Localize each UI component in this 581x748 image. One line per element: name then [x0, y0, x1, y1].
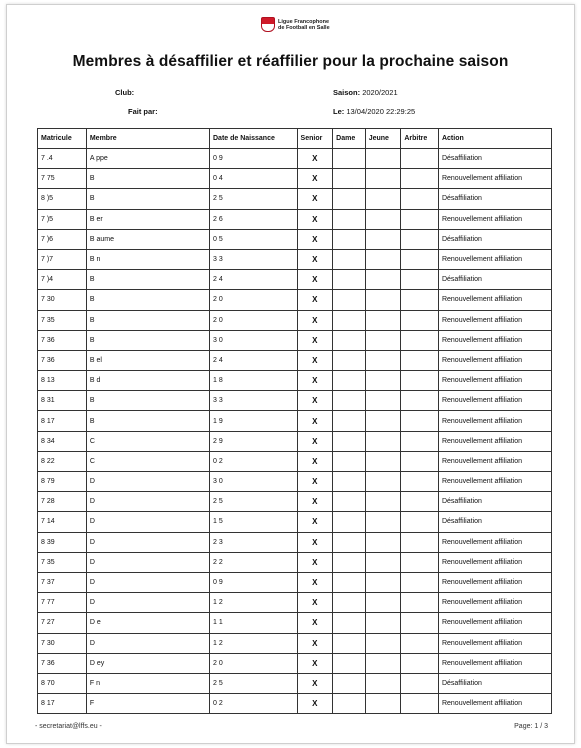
dame-cell [333, 613, 366, 633]
naissance-cell: 1 2 [210, 593, 298, 613]
dame-cell [333, 249, 366, 269]
table-row [38, 451, 552, 471]
naissance-cell: 2 0 [210, 653, 298, 673]
senior-cell: X [297, 532, 333, 552]
arbitre-cell [401, 694, 439, 714]
membre-cell: D [86, 512, 209, 532]
logo-line-2: de Football en Salle [278, 24, 330, 31]
matricule-cell: 7 30 [38, 290, 87, 310]
matricule-cell: 7 35 [38, 310, 87, 330]
dame-cell [333, 572, 366, 592]
arbitre-cell [401, 290, 439, 310]
action-cell: Renouvellement affiliation [438, 209, 551, 229]
matricule-cell: 8 34 [38, 431, 87, 451]
table-row [38, 310, 552, 330]
action-cell: Désaffiliation [438, 149, 551, 169]
action-cell: Désaffiliation [438, 229, 551, 249]
senior-cell: X [297, 552, 333, 572]
action-cell: Renouvellement affiliation [438, 431, 551, 451]
date-value: 13/04/2020 22:29:25 [346, 107, 416, 116]
arbitre-cell [401, 653, 439, 673]
col-header-senior: Senior [297, 129, 333, 149]
dame-cell [333, 290, 366, 310]
dame-cell [333, 451, 366, 471]
saison-field [333, 88, 398, 97]
matricule-cell: 7 )4 [38, 270, 87, 290]
jeune-cell [365, 532, 401, 552]
senior-cell: X [297, 633, 333, 653]
table-row [38, 512, 552, 532]
action-cell: Renouvellement affiliation [438, 552, 551, 572]
membre-cell: C [86, 431, 209, 451]
arbitre-cell [401, 451, 439, 471]
action-cell: Renouvellement affiliation [438, 249, 551, 269]
jeune-cell [365, 451, 401, 471]
naissance-cell: 0 2 [210, 694, 298, 714]
dame-cell [333, 411, 366, 431]
matricule-cell: 7 37 [38, 572, 87, 592]
action-cell: Renouvellement affiliation [438, 572, 551, 592]
arbitre-cell [401, 371, 439, 391]
matricule-cell: 8 )5 [38, 189, 87, 209]
naissance-cell: 2 0 [210, 310, 298, 330]
footer-page-number: Page: 1 / 3 [514, 723, 548, 730]
matricule-cell: 8 79 [38, 472, 87, 492]
arbitre-cell [401, 391, 439, 411]
naissance-cell: 2 9 [210, 431, 298, 451]
action-cell: Renouvellement affiliation [438, 694, 551, 714]
membre-cell: D [86, 492, 209, 512]
club-label: Club: [115, 88, 135, 97]
action-cell: Renouvellement affiliation [438, 290, 551, 310]
table-row [38, 290, 552, 310]
jeune-cell [365, 552, 401, 572]
arbitre-cell [401, 209, 439, 229]
arbitre-cell [401, 633, 439, 653]
table-row [38, 532, 552, 552]
dame-cell [333, 633, 366, 653]
matricule-cell: 7 )5 [38, 209, 87, 229]
jeune-cell [365, 249, 401, 269]
senior-cell: X [297, 653, 333, 673]
club-field [115, 88, 134, 97]
matricule-cell: 7 28 [38, 492, 87, 512]
action-cell: Renouvellement affiliation [438, 472, 551, 492]
matricule-cell: 7 77 [38, 593, 87, 613]
naissance-cell: 2 5 [210, 189, 298, 209]
naissance-cell: 3 0 [210, 472, 298, 492]
table-row [38, 613, 552, 633]
naissance-cell: 2 0 [210, 290, 298, 310]
naissance-cell: 0 2 [210, 451, 298, 471]
table-row [38, 209, 552, 229]
naissance-cell: 2 5 [210, 673, 298, 693]
naissance-cell: 2 4 [210, 350, 298, 370]
action-cell: Désaffiliation [438, 673, 551, 693]
arbitre-cell [401, 310, 439, 330]
table-row [38, 330, 552, 350]
senior-cell: X [297, 431, 333, 451]
dame-cell [333, 472, 366, 492]
matricule-cell: 8 31 [38, 391, 87, 411]
page-title: Membres à désaffilier et réaffilier pour la prochaine saison [72, 53, 509, 70]
jeune-cell [365, 472, 401, 492]
action-cell: Renouvellement affiliation [438, 391, 551, 411]
senior-cell: X [297, 391, 333, 411]
table-row [38, 270, 552, 290]
dame-cell [333, 673, 366, 693]
logo-line-1: Ligue Francophone [278, 18, 330, 25]
dame-cell [333, 169, 366, 189]
matricule-cell: 8 70 [38, 673, 87, 693]
col-header-jeune: Jeune [365, 129, 401, 149]
fait-par-field [128, 107, 158, 116]
fait-par-label: Fait par: [128, 107, 158, 116]
action-cell: Renouvellement affiliation [438, 653, 551, 673]
senior-cell: X [297, 673, 333, 693]
arbitre-cell [401, 229, 439, 249]
arbitre-cell [401, 350, 439, 370]
matricule-cell: 8 39 [38, 532, 87, 552]
arbitre-cell [401, 270, 439, 290]
jeune-cell [365, 613, 401, 633]
table-header-row [38, 129, 552, 149]
dame-cell [333, 512, 366, 532]
date-field [333, 107, 415, 116]
arbitre-cell [401, 149, 439, 169]
members-table [37, 128, 552, 714]
jeune-cell [365, 391, 401, 411]
dame-cell [333, 391, 366, 411]
table-row [38, 350, 552, 370]
matricule-cell: 7 35 [38, 552, 87, 572]
arbitre-cell [401, 532, 439, 552]
table-row [38, 249, 552, 269]
membre-cell: B [86, 290, 209, 310]
table-row [38, 593, 552, 613]
senior-cell: X [297, 330, 333, 350]
arbitre-cell [401, 613, 439, 633]
table-row [38, 673, 552, 693]
jeune-cell [365, 229, 401, 249]
arbitre-cell [401, 472, 439, 492]
action-cell: Renouvellement affiliation [438, 451, 551, 471]
table-row [38, 694, 552, 714]
senior-cell: X [297, 209, 333, 229]
table-row [38, 492, 552, 512]
matricule-cell: 7 27 [38, 613, 87, 633]
document-page [6, 4, 575, 744]
jeune-cell [365, 653, 401, 673]
dame-cell [333, 209, 366, 229]
action-cell: Renouvellement affiliation [438, 371, 551, 391]
senior-cell: X [297, 492, 333, 512]
jeune-cell [365, 572, 401, 592]
matricule-cell: 7 14 [38, 512, 87, 532]
arbitre-cell [401, 492, 439, 512]
matricule-cell: 7 36 [38, 350, 87, 370]
table-row [38, 189, 552, 209]
dame-cell [333, 371, 366, 391]
naissance-cell: 3 3 [210, 249, 298, 269]
dame-cell [333, 189, 366, 209]
membre-cell: B [86, 330, 209, 350]
dame-cell [333, 653, 366, 673]
table-row [38, 411, 552, 431]
membre-cell: B [86, 270, 209, 290]
membre-cell: D [86, 552, 209, 572]
senior-cell: X [297, 411, 333, 431]
jeune-cell [365, 512, 401, 532]
action-cell: Renouvellement affiliation [438, 330, 551, 350]
table-row [38, 552, 552, 572]
matricule-cell: 8 17 [38, 411, 87, 431]
col-header-matricule: Matricule [38, 129, 87, 149]
action-cell: Désaffiliation [438, 512, 551, 532]
table-row [38, 371, 552, 391]
membre-cell: D [86, 532, 209, 552]
senior-cell: X [297, 593, 333, 613]
lffs-logo [261, 17, 330, 32]
membre-cell: C [86, 451, 209, 471]
senior-cell: X [297, 613, 333, 633]
action-cell: Renouvellement affiliation [438, 633, 551, 653]
membre-cell: D ey [86, 653, 209, 673]
senior-cell: X [297, 694, 333, 714]
jeune-cell [365, 209, 401, 229]
matricule-cell: 7 30 [38, 633, 87, 653]
arbitre-cell [401, 572, 439, 592]
membre-cell: B aume [86, 229, 209, 249]
jeune-cell [365, 694, 401, 714]
saison-value: 2020/2021 [362, 88, 398, 97]
senior-cell: X [297, 350, 333, 370]
matricule-cell: 8 17 [38, 694, 87, 714]
senior-cell: X [297, 189, 333, 209]
naissance-cell: 3 3 [210, 391, 298, 411]
matricule-cell: 8 22 [38, 451, 87, 471]
action-cell: Renouvellement affiliation [438, 613, 551, 633]
dame-cell [333, 431, 366, 451]
table-row [38, 633, 552, 653]
matricule-cell: 7 36 [38, 330, 87, 350]
naissance-cell: 0 4 [210, 169, 298, 189]
jeune-cell [365, 431, 401, 451]
membre-cell: D [86, 593, 209, 613]
naissance-cell: 1 5 [210, 512, 298, 532]
dame-cell [333, 330, 366, 350]
arbitre-cell [401, 330, 439, 350]
shield-logo-icon [261, 17, 275, 32]
saison-label: Saison: [333, 88, 361, 97]
membre-cell: B er [86, 209, 209, 229]
col-header-arbitre: Arbitre [401, 129, 439, 149]
footer-email: - secretariat@lffs.eu - [35, 723, 102, 730]
naissance-cell: 2 3 [210, 532, 298, 552]
arbitre-cell [401, 593, 439, 613]
membre-cell: D e [86, 613, 209, 633]
jeune-cell [365, 673, 401, 693]
table-row [38, 391, 552, 411]
col-header-membre: Membre [86, 129, 209, 149]
table-row [38, 431, 552, 451]
jeune-cell [365, 411, 401, 431]
membre-cell: F n [86, 673, 209, 693]
naissance-cell: 1 9 [210, 411, 298, 431]
jeune-cell [365, 633, 401, 653]
senior-cell: X [297, 229, 333, 249]
dame-cell [333, 149, 366, 169]
action-cell: Désaffiliation [438, 270, 551, 290]
naissance-cell: 0 9 [210, 149, 298, 169]
senior-cell: X [297, 310, 333, 330]
membre-cell: B [86, 391, 209, 411]
membre-cell: B d [86, 371, 209, 391]
action-cell: Renouvellement affiliation [438, 411, 551, 431]
table-row [38, 472, 552, 492]
action-cell: Renouvellement affiliation [438, 532, 551, 552]
membre-cell: B [86, 411, 209, 431]
arbitre-cell [401, 411, 439, 431]
table-row [38, 169, 552, 189]
jeune-cell [365, 189, 401, 209]
naissance-cell: 0 5 [210, 229, 298, 249]
membre-cell: B el [86, 350, 209, 370]
dame-cell [333, 229, 366, 249]
senior-cell: X [297, 572, 333, 592]
col-header-action: Action [438, 129, 551, 149]
dame-cell [333, 310, 366, 330]
membre-cell: A ppe [86, 149, 209, 169]
membre-cell: B [86, 189, 209, 209]
action-cell: Désaffiliation [438, 492, 551, 512]
senior-cell: X [297, 371, 333, 391]
jeune-cell [365, 330, 401, 350]
naissance-cell: 1 2 [210, 633, 298, 653]
arbitre-cell [401, 673, 439, 693]
senior-cell: X [297, 249, 333, 269]
matricule-cell: 8 13 [38, 371, 87, 391]
dame-cell [333, 270, 366, 290]
senior-cell: X [297, 472, 333, 492]
col-header-naissance: Date de Naissance [210, 129, 298, 149]
table-row [38, 572, 552, 592]
dame-cell [333, 593, 366, 613]
dame-cell [333, 694, 366, 714]
jeune-cell [365, 492, 401, 512]
matricule-cell: 7 .4 [38, 149, 87, 169]
membre-cell: F [86, 694, 209, 714]
naissance-cell: 2 5 [210, 492, 298, 512]
dame-cell [333, 552, 366, 572]
membre-cell: D [86, 633, 209, 653]
membre-cell: B n [86, 249, 209, 269]
matricule-cell: 7 )7 [38, 249, 87, 269]
naissance-cell: 2 4 [210, 270, 298, 290]
dame-cell [333, 532, 366, 552]
table-row [38, 229, 552, 249]
arbitre-cell [401, 552, 439, 572]
arbitre-cell [401, 189, 439, 209]
jeune-cell [365, 350, 401, 370]
senior-cell: X [297, 169, 333, 189]
arbitre-cell [401, 249, 439, 269]
table-row [38, 653, 552, 673]
table-row [38, 149, 552, 169]
naissance-cell: 0 9 [210, 572, 298, 592]
naissance-cell: 1 1 [210, 613, 298, 633]
senior-cell: X [297, 290, 333, 310]
arbitre-cell [401, 512, 439, 532]
naissance-cell: 3 0 [210, 330, 298, 350]
senior-cell: X [297, 512, 333, 532]
membre-cell: B [86, 169, 209, 189]
arbitre-cell [401, 169, 439, 189]
col-header-dame: Dame [333, 129, 366, 149]
membre-cell: B [86, 310, 209, 330]
jeune-cell [365, 593, 401, 613]
action-cell: Renouvellement affiliation [438, 593, 551, 613]
senior-cell: X [297, 270, 333, 290]
jeune-cell [365, 149, 401, 169]
arbitre-cell [401, 431, 439, 451]
jeune-cell [365, 310, 401, 330]
membre-cell: D [86, 572, 209, 592]
matricule-cell: 7 36 [38, 653, 87, 673]
jeune-cell [365, 169, 401, 189]
matricule-cell: 7 )6 [38, 229, 87, 249]
date-label: Le: [333, 107, 345, 116]
action-cell: Désaffiliation [438, 189, 551, 209]
naissance-cell: 2 6 [210, 209, 298, 229]
dame-cell [333, 492, 366, 512]
action-cell: Renouvellement affiliation [438, 169, 551, 189]
jeune-cell [365, 290, 401, 310]
matricule-cell: 7 75 [38, 169, 87, 189]
jeune-cell [365, 371, 401, 391]
action-cell: Renouvellement affiliation [438, 310, 551, 330]
senior-cell: X [297, 149, 333, 169]
jeune-cell [365, 270, 401, 290]
senior-cell: X [297, 451, 333, 471]
membre-cell: D [86, 472, 209, 492]
naissance-cell: 1 8 [210, 371, 298, 391]
naissance-cell: 2 2 [210, 552, 298, 572]
action-cell: Renouvellement affiliation [438, 350, 551, 370]
dame-cell [333, 350, 366, 370]
